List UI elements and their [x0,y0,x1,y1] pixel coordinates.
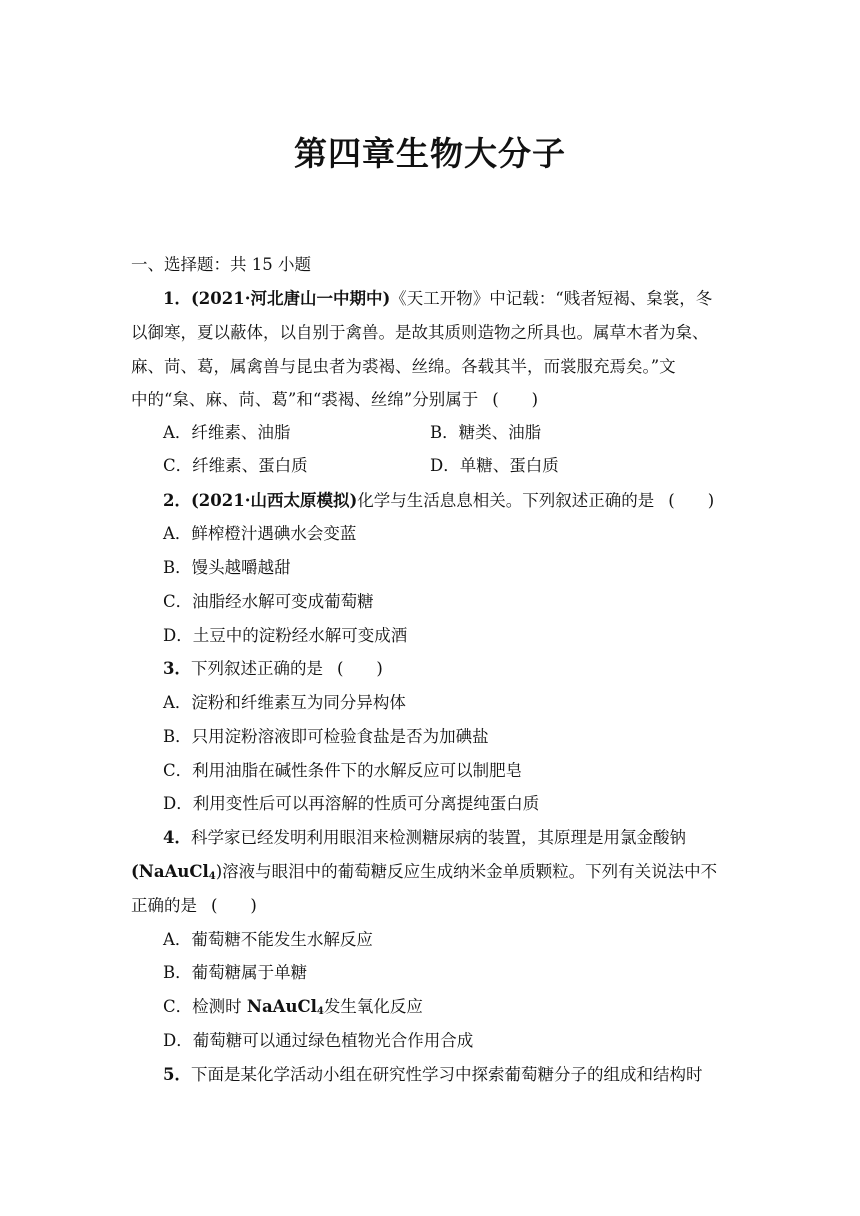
question-2-option-b: B．馒头越嚼越甜 [163,558,291,577]
question-1-text: 《天工开物》中记载：“贱者短褐、枲裳，冬 [390,289,713,308]
question-2-stem [163,490,714,512]
answer-blank: ( ) [492,390,539,409]
question-3-stem [163,658,383,680]
question-1-number: 1． [163,289,191,308]
question-4-line-1 [163,827,686,849]
question-4-number: 4． [163,828,191,847]
question-4-option-b: B．葡萄糖属于单糖 [163,963,308,982]
formula-subscript: 4 [208,871,216,882]
question-1-text-end: 中的“枲、麻、苘、葛”和“裘褐、丝绵”分别属于 [131,390,479,409]
chemical-formula: NaAuCl [246,997,317,1016]
question-4-text-cont: )溶液与眼泪中的葡萄糖反应生成纳米金单质颗粒。下列有关说法中不 [215,862,718,881]
question-1-line-2: 以御寒，夏以蔽体，以自别于禽兽。是故其质则造物之所具也。属草木者为枲、 [131,323,709,342]
question-5-line-1 [163,1064,702,1086]
option-c-prefix: C．检测时 [163,997,247,1016]
question-1-line-1 [163,288,712,310]
question-1-option-c: C．纤维素、蛋白质 [163,456,308,475]
question-2-option-c: C．油脂经水解可变成葡萄糖 [163,592,374,611]
question-4-option-d: D．葡萄糖可以通过绿色植物光合作用合成 [163,1031,474,1050]
question-4-option-a: A．葡萄糖不能发生水解反应 [163,930,373,949]
question-4-text-end: 正确的是 [131,896,197,915]
question-1-option-a: A．纤维素、油脂 [163,423,291,442]
question-2-option-d: D．土豆中的淀粉经水解可变成酒 [163,626,408,645]
question-4-option-c [163,996,423,1023]
question-5-text: 下面是某化学活动小组在研究性学习中探索葡萄糖分子的组成和结构时 [190,1065,703,1084]
question-3-option-a: A．淀粉和纤维素互为同分异构体 [163,693,406,712]
question-3-number: 3． [163,659,191,678]
question-3-option-d: D．利用变性后可以再溶解的性质可分离提纯蛋白质 [163,794,540,813]
question-2-text: 化学与生活息息相关。下列叙述正确的是 [357,491,655,510]
page-title: 第四章生物大分子 [294,134,566,173]
section-heading: 一、选择题：共 15 小题 [131,255,311,274]
question-5-number: 5． [163,1065,191,1084]
question-3-option-b: B．只用淀粉溶液即可检验食盐是否为加碘盐 [163,727,489,746]
question-1-option-d: D．单糖、蛋白质 [430,456,559,475]
question-4-text: 科学家已经发明利用眼泪来检测糖尿病的装置，其原理是用氯金酸钠 [190,828,686,847]
answer-blank: ( ) [336,659,383,678]
question-2-option-a: A．鲜榨橙汁遇碘水会变蓝 [163,524,357,543]
question-3-option-c: C．利用油脂在碱性条件下的水解反应可以制肥皂 [163,761,523,780]
question-4-line-2 [131,861,717,888]
chemical-formula: (NaAuCl [131,862,209,881]
question-3-text: 下列叙述正确的是 [190,659,323,678]
option-c-suffix: 发生氧化反应 [323,997,423,1016]
question-1-option-b: B．糖类、油脂 [430,423,542,442]
question-1-line-3: 麻、苘、葛，属禽兽与昆虫者为裘褐、丝绵。各载其半，而裳服充焉矣。”文 [131,357,676,376]
question-4-line-3 [131,895,257,917]
question-1-source: (2021·河北唐山一中期中) [190,289,391,308]
question-2-source: (2021·山西太原模拟) [190,491,358,510]
answer-blank: ( ) [668,491,715,510]
formula-subscript: 4 [316,1006,324,1017]
question-1-line-4 [131,389,538,411]
answer-blank: ( ) [211,896,257,915]
question-2-number: 2． [163,491,191,510]
